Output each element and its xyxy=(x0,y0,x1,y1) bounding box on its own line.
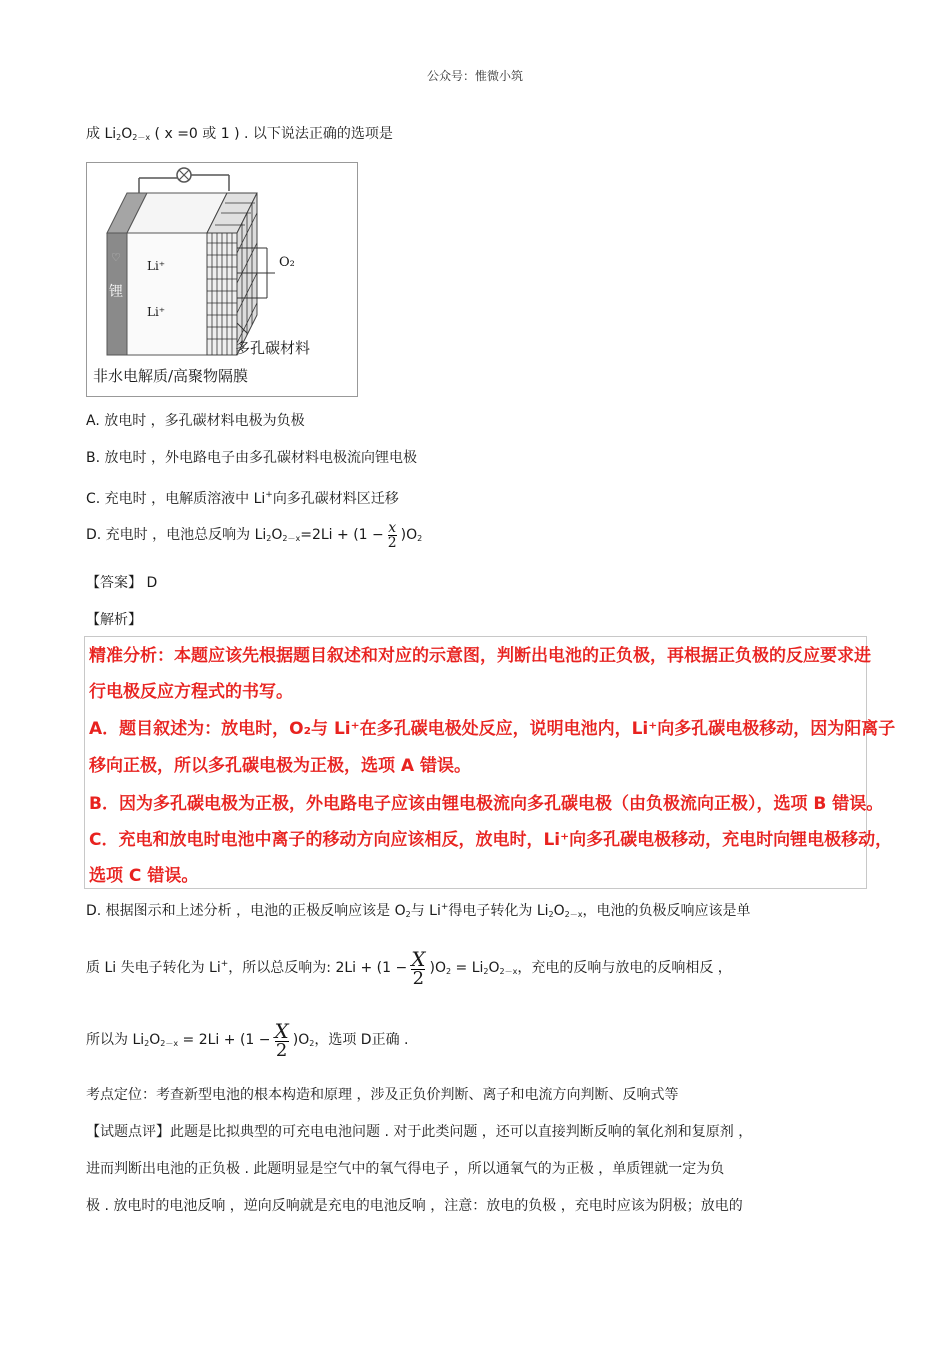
option-d-end: )O xyxy=(400,527,418,543)
text-span: D. 根据图示和上述分析 ，电池的正极反响应该是 O xyxy=(86,903,406,919)
para-d-line-3 xyxy=(86,1010,408,1070)
option-d-prefix: D. 充电时 ，电池总反响为 Li xyxy=(86,527,267,543)
analysis-line-2: 行电极反应方程式的书写。 xyxy=(89,682,293,702)
subscript: 2 xyxy=(483,967,489,976)
porous-carbon-label: 多孔碳材料 xyxy=(235,339,311,357)
option-b: B. 放电时 ，外电路电子由多孔碳材料电极流向锂电极 xyxy=(86,450,417,466)
option-a: A. 放电时 ，多孔碳材料电极为负极 xyxy=(86,413,305,429)
comment-line-3: 极 . 放电时的电池反响 ，逆向反响就是充电的电池反响 ，注意：放电的负极 ，充电时应该为阴极；放电的 xyxy=(86,1198,743,1214)
text-span: 质 Li 失电子转化为 Li xyxy=(86,960,221,976)
o2-label: O₂ xyxy=(279,255,295,270)
option-d-mid: =2Li + (1 − xyxy=(300,527,384,543)
analysis-line-5: B．因为多孔碳电极为正极，外电路电子应该由锂电极流向多孔碳电极（由负极流向正极），选项 B 错误。 xyxy=(89,794,884,814)
para-d-line-2 xyxy=(86,934,732,994)
subscript: 2－x xyxy=(160,1039,179,1048)
text-span: ，充电的反响与放电的反响相反 ， xyxy=(517,960,732,976)
text-span: )O xyxy=(429,960,446,976)
text-span: ，电池的负极反响应该是单 xyxy=(582,903,751,919)
subscript: 2－x xyxy=(499,967,518,976)
li-ion-label-1: Li⁺ xyxy=(147,259,166,273)
text-span: O xyxy=(553,903,565,919)
intro-oxygen: O xyxy=(121,126,133,142)
option-d xyxy=(86,514,422,556)
option-c-suffix: 向多孔碳材料区迁移 xyxy=(272,491,399,507)
battery-diagram xyxy=(86,162,358,397)
exam-point: 考点定位：考查新型电池的根本构造和原理 ，涉及正负价判断、离子和电流方向判断、反响式等 xyxy=(86,1087,679,1103)
subscript: 2 xyxy=(309,1039,315,1048)
text-span: 得电子转化为 Li xyxy=(448,903,549,919)
comment-line-1: 【试题点评】此题是比拟典型的可充电电池问题 . 对于此类问题 ，还可以直接判断反响的氧化剂和复原剂 ， xyxy=(86,1124,753,1140)
option-d-oxygen: O xyxy=(271,527,283,543)
subscript: 2 xyxy=(445,967,452,976)
text-span: O xyxy=(488,960,500,976)
electrolyte-region xyxy=(127,233,207,355)
option-d-fraction xyxy=(388,521,397,550)
frac-den: 2 xyxy=(275,1039,288,1061)
answer-line: 【答案】 D xyxy=(86,575,158,591)
analysis-line-1: 精准分析：本题应该先根据题目叙述和对应的示意图，判断出电池的正负极，再根据正负极的反应要求进 xyxy=(89,646,871,666)
text-span: = 2Li + (1 − xyxy=(178,1032,271,1048)
frac-num: X xyxy=(411,946,426,971)
analysis-line-4: 移向正极，所以多孔碳电极为正极，选项 A 错误。 xyxy=(89,756,471,776)
superscript: + xyxy=(440,902,449,912)
option-c-prefix: C. 充电时 ，电解质溶液中 Li xyxy=(86,491,266,507)
analysis-line-6: C．充电和放电时电池中离子的移动方向应该相反，放电时，Li⁺向多孔碳电极移动，充电时向锂电极移动， xyxy=(89,830,893,850)
comment-line-2: 进而判断出电池的正负极 . 此题明显是空气中的氧气得电子 ，所以通氧气的为正极 ，单质锂就一定为负 xyxy=(86,1161,725,1177)
para-d-fraction-2 xyxy=(274,1018,289,1061)
analysis-line-7: 选项 C 错误。 xyxy=(89,866,199,886)
option-d-sub2: 2－x xyxy=(282,534,301,543)
analysis-label: 【解析】 xyxy=(86,612,142,628)
intro-suffix: ( x =0 或 1 ) . 以下说法正确的选项是 xyxy=(154,126,393,142)
subscript: 2 xyxy=(548,910,554,919)
option-c xyxy=(86,485,399,509)
frac-num: X xyxy=(274,1018,289,1043)
analysis-line-3: A．题目叙述为：放电时，O₂与 Li⁺在多孔碳电极处反应，说明电池内，Li⁺向多孔碳电极移动，因为阳离子 xyxy=(89,719,896,739)
membrane-label: 非水电解质/高聚物隔膜 xyxy=(93,367,249,385)
lithium-label: 锂 xyxy=(109,284,123,300)
superscript: + xyxy=(220,959,229,969)
text-span: = Li xyxy=(451,960,484,976)
option-d-frac-den: 2 xyxy=(387,534,397,551)
text-span: ，所以总反响为: 2Li + (1 − xyxy=(228,960,408,976)
subscript: 2 xyxy=(144,1039,150,1048)
page-header: 公众号：惟微小筑 xyxy=(426,69,523,83)
battery-diagram-svg xyxy=(87,163,357,396)
text-span: O xyxy=(149,1032,161,1048)
intro-subscript: 2 xyxy=(116,133,122,142)
para-d-fraction-1 xyxy=(411,946,426,989)
question-intro xyxy=(86,124,393,148)
subscript: 2－x xyxy=(564,910,583,919)
option-d-sub1: 2 xyxy=(266,534,272,543)
analysis-box xyxy=(84,636,896,889)
text-span: 所以为 Li xyxy=(86,1032,145,1048)
option-d-end-sub: 2 xyxy=(417,534,423,543)
svg-text:♡: ♡ xyxy=(111,251,121,264)
subscript: 2 xyxy=(405,910,411,919)
para-d-line-1 xyxy=(86,897,750,925)
option-c-sup: + xyxy=(265,490,273,500)
frac-den: 2 xyxy=(412,967,425,989)
li-ion-label-2: Li⁺ xyxy=(147,305,166,319)
intro-subscript-2: 2－x xyxy=(132,133,151,142)
text-span: )O xyxy=(292,1032,310,1048)
intro-prefix: 成 Li xyxy=(86,126,117,142)
option-d-frac-num: x xyxy=(388,519,397,536)
text-span: 与 Li xyxy=(410,903,441,919)
text-span: ，选项 D正确 . xyxy=(314,1032,409,1048)
